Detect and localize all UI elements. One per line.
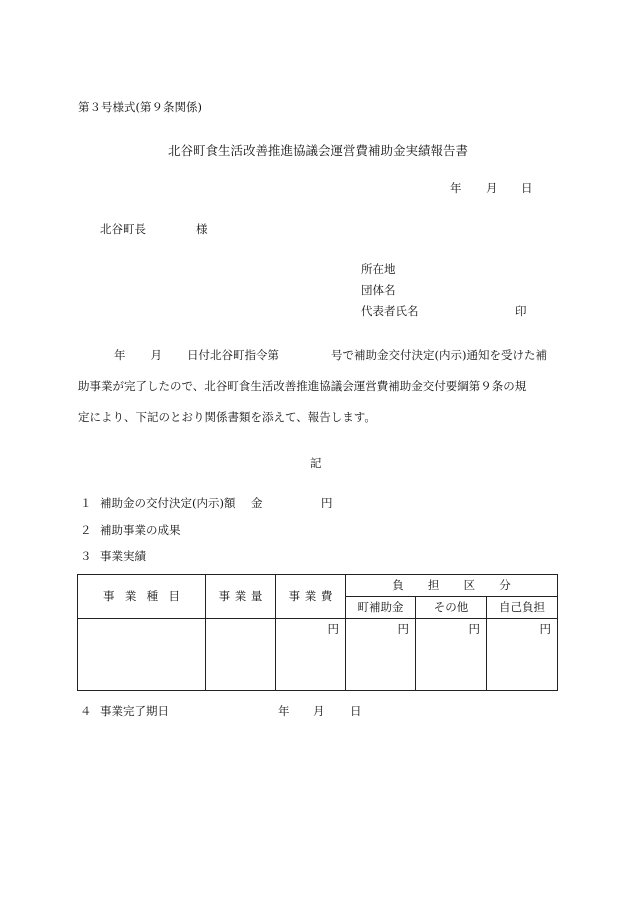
item-1-label: 補助金の交付決定(内示)額 — [100, 496, 236, 510]
date-month: 月 — [486, 181, 498, 195]
item-3-label: 事業実績 — [100, 549, 146, 563]
addressee-honorific: 様 — [196, 222, 208, 236]
body-line-2: 助事業が完了したので、北谷町食生活改善推進協議会運営費補助金交付要綱第９条の規 — [78, 379, 527, 393]
body-line-1 — [78, 340, 558, 371]
cell-other[interactable]: 円 — [416, 619, 487, 691]
body-line-1-rest: 号で補助金交付決定(内示)通知を受けた補 — [331, 348, 547, 362]
cell-self-burden[interactable]: 円 — [487, 619, 558, 691]
item-2-label: 補助事業の成果 — [100, 523, 181, 537]
date-day: 日 — [521, 181, 533, 195]
cell-project-volume[interactable] — [206, 619, 276, 691]
item-3-number: ３ — [80, 549, 92, 563]
completion-month: 月 — [313, 704, 325, 718]
ki-heading: 記 — [310, 456, 322, 470]
item-4-label: 事業完了期日 — [100, 704, 169, 718]
header-project-volume: 事業量 — [206, 575, 276, 619]
item-1-kin: 金 — [251, 496, 263, 510]
addressee-name: 北谷町長 — [100, 222, 146, 236]
body-month: 月 — [150, 348, 162, 362]
item-2-number: ２ — [80, 523, 92, 537]
form-number: 第３号様式(第９条関係) — [78, 100, 202, 114]
header-town-subsidy: 町補助金 — [346, 597, 416, 619]
completion-year: 年 — [278, 704, 290, 718]
body-line-3: 定により、下記のとおり関係書類を添えて、報告します。 — [78, 410, 376, 424]
header-cost-sharing: 負担区分 — [346, 575, 558, 597]
address-label: 所在地 — [361, 262, 396, 276]
group-name-label: 団体名 — [361, 283, 396, 297]
cell-project-cost[interactable]: 円 — [276, 619, 346, 691]
cell-town-subsidy[interactable]: 円 — [346, 619, 416, 691]
date-year: 年 — [450, 181, 462, 195]
body-order-prefix: 日付北谷町指令第 — [187, 348, 279, 362]
item-1-yen: 円 — [321, 496, 333, 510]
header-project-cost: 事業費 — [276, 575, 346, 619]
table-header-row-1 — [78, 575, 558, 597]
cell-project-type[interactable] — [78, 619, 206, 691]
page-title: 北谷町食生活改善推進協議会運営費補助金実績報告書 — [168, 143, 469, 158]
header-project-type: 事業種目 — [78, 575, 206, 619]
seal-mark: 印 — [515, 304, 527, 318]
item-4-number: ４ — [80, 704, 92, 718]
body-year: 年 — [114, 348, 126, 362]
report-body — [78, 340, 558, 433]
table-row — [78, 619, 558, 691]
project-results-table — [77, 574, 558, 691]
header-other: その他 — [416, 597, 487, 619]
header-self-burden: 自己負担 — [487, 597, 558, 619]
representative-label: 代表者氏名 — [361, 304, 419, 318]
completion-day: 日 — [350, 704, 362, 718]
item-1-number: １ — [80, 496, 92, 510]
